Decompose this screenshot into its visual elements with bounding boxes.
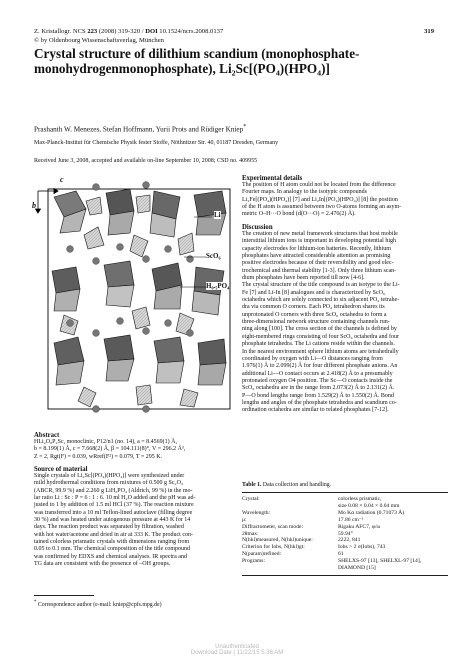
axis-label-b: b — [32, 201, 36, 210]
table-row: N(param)refined: 61 — [242, 551, 344, 558]
received-date: Received June 3, 2008, accepted and available on-line September 10, 2008; CSD no. 409955 — [34, 158, 258, 164]
table-row: Crystal: colorless prismatic, — [242, 496, 382, 502]
abstract-text: HLi₂O₈P₂Sc, monoclinic, P12/n1 (no. 14), a = 8.4569(1) Å, b = 8.199(1) Å, c = 7.668(2) Å, β = 104.111(8)°, V = 296.2 Å³, Z = 2, Rgt(F) = 0.039, wRref(F²) = 0.079, T = 295 K. — [34, 439, 186, 460]
table-row: μ: 17.86 cm⁻¹ — [242, 516, 364, 523]
correspondence-email[interactable]: Correspondence author (e-mail: kniep@cpfs.mpg.de) — [36, 601, 162, 608]
experimental-section: Experimental details The position of H atom could not be located from the difference Fourier maps. In analogy to the isotypic compounds Li₂Fe[(PO₄)(HPO₄)] [7] and Li₂In[(PO₄)(HPO₄)] [8] the position of the H atom is assumed between two O-atoms forming an asym- metric O–H···O bond (d(O···O) = 2.476(2) Å). — [242, 175, 448, 219]
table-bottom-rule — [242, 575, 448, 576]
page-number: 319 — [424, 28, 434, 35]
table-row: Wavelength: Mo Kα radiation (0.71073 Å) — [242, 509, 405, 516]
axis-label-c: c — [60, 175, 64, 184]
footnote: * Correspondence author (e-mail: kniep@cpfs.mpg.de) — [34, 600, 162, 608]
source-text: Single crystals of Li₂Sc[(PO₄)(HPO₄)] were synthesized under mild hydrothermal conditions from mixtures of 0.500 g Sc₂O₃ (ABCR, 99.9 %) and 2.260 g LiH₂PO₄ (Aldrich, 99 %) in the mo- lar ratio Li : Sc : P = 6 : 1 : 6. 10 ml H₂O added and the pH was ad- justed to 1 by addition of 1.5 ml HCl (37 %). The reaction mixture was transferred into a 10 ml Teflon-lined autoclave (filling degree 30 %) and was heated under autogenous pressure at 443 K for 14 days. The reaction product was separated by filtration, washed with hot water/acetone and dried in air at 333 K. The product con- tained colorless prismatic crystals with dimensions ranging from 0.05 to 0.1 mm. The chemical composition of the title compound was confirmed by EDXS and chemical analyses. IR spectra and TG data are consistent with the presence of –OH groups. — [34, 473, 196, 568]
axis-arrows — [36, 189, 59, 214]
table-caption: Table 1. Data collection and handling. — [242, 482, 332, 488]
table-row: size 0.08 × 0.04 × 0.04 mm — [338, 502, 400, 509]
download-watermark: Unauthenticated Download Date | 11/22/15 5:36 AM — [190, 644, 284, 656]
source-section: Source of material Single crystals of Li₂Sc[(PO₄)(HPO₄)] were synthesized under mild hydrothermal conditions from mixtures of 0.500 g Sc₂O₃ (ABCR, 99.9 %) and 2.260 g LiH₂PO₄ (Aldrich, 99 %) in the mo- lar ratio Li : Sc : P = 6 : 1 : 6. 10 ml H₂O added and the pH was ad- justed to 1 by addition of 1.5 ml HCl (37 %). The reaction mixture was transferred into a 10 ml Teflon-lined autoclave (filling degree 30 %) and was heated under autogenous pressure at 443 K for 14 days. The reaction product was separated by filtration, washed with hot water/acetone and dried in air at 333 K. The product con- tained colorless prismatic crystals with dimensions ranging from 0.05 to 0.1 mm. The chemical composition of the title compound was confirmed by EDXS and chemical analyses. IR spectra and TG data are consistent with the presence of –OH groups. — [34, 466, 234, 568]
table-row: Criterion for Iobs, N(hkl)gt: Iobs > 2 σ(Iobs), 743 — [242, 544, 386, 551]
table-row: DIAMOND [15] — [338, 565, 376, 572]
copyright-line: © by Oldenbourg Wissenschaftsverlag, München — [34, 37, 164, 44]
crystal-structure-figure — [34, 175, 234, 415]
table-row: Diffractometer, scan mode: Rigaku AFC7, φ/ω — [242, 523, 381, 530]
label-li: Li — [214, 211, 221, 219]
author-list: Prashanth W. Menezes, Stefan Hoffmann, Yurii Prots and Rüdiger Kniep* — [34, 124, 247, 134]
running-header: Z. Kristallogr. NCS 223 (2008) 319-320 / DOI 10.1524/ncrs.2008.0137 — [34, 28, 224, 35]
label-hpo4: H₀.₅PO₄ — [206, 282, 230, 290]
experimental-text: The position of H atom could not be located from the difference Fourier maps. In analogy to the isotypic compounds Li₂Fe[(PO₄)(HPO₄)] [7] and Li₂In[(PO₄)(HPO₄)] [8] the position of the H atom is assumed between two O-atoms forming an asym- metric O–H···O bond (d(O···O) = 2.476(2) Å). — [242, 182, 402, 218]
structure-drawing — [34, 175, 234, 415]
abstract-section: Abstract HLi₂O₈P₂Sc, monoclinic, P12/n1 (no. 14), a = 8.4569(1) Å, b = 8.199(1) Å, c = 7.668(2) Å, β = 104.111(8)°, V = 296.2 Å³, Z = 2, Rgt(F) = 0.039, wRref(F²) = 0.079, T = 295 K. — [34, 432, 234, 461]
doi-link[interactable]: 10.1524/ncrs.2008.0137 — [157, 28, 224, 35]
table-1 — [242, 482, 448, 576]
footnote-rule — [34, 595, 94, 596]
data-table — [242, 496, 448, 572]
label-sco6: ScO₆ — [206, 252, 221, 260]
discussion-text: The creation of new metal framework structures that host mobile interstitial lithium ions is important in developing potential high capacity electrodes for lithium-ion batteries. Recently, lithium phosphates have attracted considerable attention as promising positive electrodes because of their reversibility and good elec- trochemical and thermal stability [1-3]. Only three lithium scan- dium phosphates have been reported till now [4-6]. The crystal structure of the title compound is an isotype to the Li- Fe [7] and Li-In [8] analogues and is characterized by ScO₆ octahedra which are solely connected to six adjacent PO₄ tetrahe- dra via common O corners. Each PO₄ tetrahedron shares its unprotonated O corners with three ScO₆ octahedra to form a three-dimensional network structure containing channels run- ning along [100]. The cross section of the channels is defined by eight-membered rings consisting of four ScO₆ octahedra and four phosphate tetrahedra. The Li cations reside within the channels. In the nearest environment sphere lithium atoms are tetrahedrally coordinated by oxygen with Li—O distances ranging from 1.976(1) Å to 2.099(2) Å for four different phosphate anions. An additional Li—O contact occurs at 2.418(2) Å to a presumably protonated oxygen O4 position. The Sc—O contacts inside the ScO₆ octahedra are in the range from 2.073(2) Å to 2.131(2) Å. P—O bond lengths range from 1.529(2) Å to 1.550(2) Å. Bond lengths and angles of the phosphate tetrahedra and scandium co- ordination octahedra are similar to related phosphates [7-12]. — [242, 231, 400, 414]
table-row: N(hkl)measured, N(hkl)unique: 2222, 841 — [242, 537, 361, 544]
affiliation: Max-Planck-Institut für Chemische Physik fester Stoffe, Nöthnitzer Str. 40, 01187 Dresden, Germany — [34, 140, 279, 146]
discussion-section: Discussion The creation of new metal framework structures that host mobile interstitial lithium ions is important in developing potential high capacity electrodes for lithium-ion batteries. Recently, lithium phosphates have attracted considerable attention as promising positive electrodes because of their reversibility and good elec- trochemical and thermal stability [1-3]. Only three lithium scan- dium phosphates have been reported till now [4-6]. The crystal structure of the title compound is an isotype to the Li- Fe [7] and Li-In [8] analogues and is characterized by ScO₆ octahedra which are solely connected to six adjacent PO₄ tetrahe- dra via common O corners. Each PO₄ tetrahedron shares its unprotonated O corners with three ScO₆ octahedra to form a three-dimensional network structure containing channels run- ning along [100]. The cross section of the channels is defined by eight-membered rings consisting of four ScO₆ octahedra and four phosphate tetrahedra. The Li cations reside within the channels. In the nearest environment sphere lithium atoms are tetrahedrally coordinated by oxygen with Li—O distances ranging from 1.976(1) Å to 2.099(2) Å for four different phosphate anions. An additional Li—O contact occurs at 2.418(2) Å to a presumably protonated oxygen O4 position. The Sc—O contacts inside the ScO₆ octahedra are in the range from 2.073(2) Å to 2.131(2) Å. P—O bond lengths range from 1.529(2) Å to 1.550(2) Å. Bond lengths and angles of the phosphate tetrahedra and scandium co- ordination octahedra are similar to related phosphates [7-12]. — [242, 224, 448, 415]
table-row: 2θmax: 59.94° — [242, 530, 353, 537]
table-row: Programs: SHELXS-97 [13], SHELXL-97 [14], — [242, 558, 422, 565]
article-title: Crystal structure of dilithium scandium (monophosphate- monohydrogenmonophosphate), Li₂Sc[(PO₄)(HPO₄)] — [34, 46, 360, 76]
table-top-rule — [242, 492, 448, 493]
